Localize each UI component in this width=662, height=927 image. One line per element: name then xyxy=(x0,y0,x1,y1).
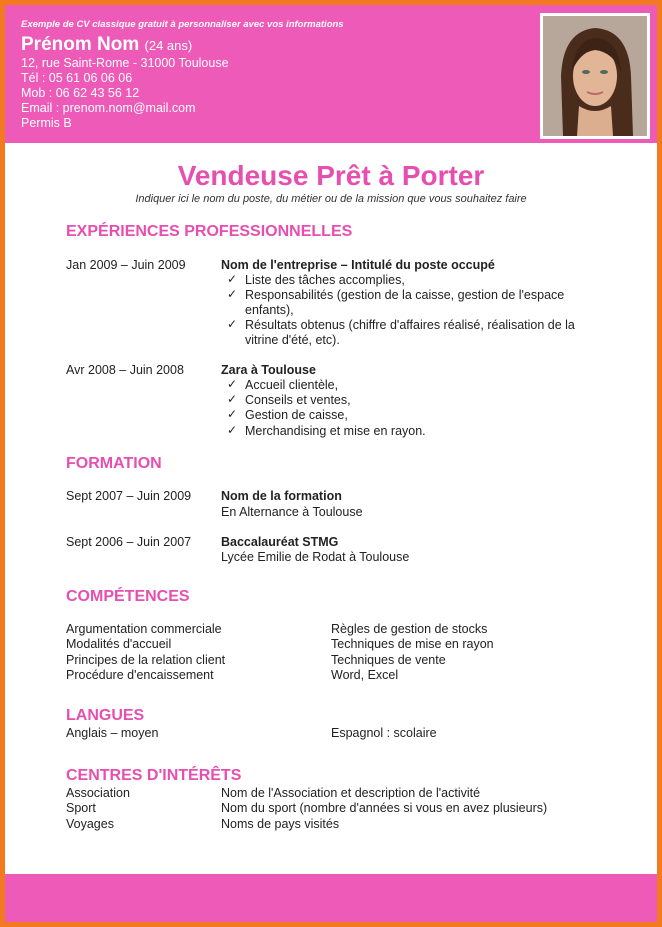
langues-heading: LANGUES xyxy=(66,707,145,724)
check-icon: ✓ xyxy=(227,272,238,286)
job1-item: Responsabilités (gestion de la caisse, gestion de l'espace xyxy=(245,288,565,302)
job2-title: Zara à Toulouse xyxy=(221,363,316,377)
profile-photo xyxy=(540,13,650,139)
age-text: (24 ans) xyxy=(144,38,193,53)
formation2-title: Baccalauréat STMG xyxy=(221,535,339,549)
check-icon: ✓ xyxy=(227,287,238,301)
job1-dates: Jan 2009 – Juin 2009 xyxy=(66,258,186,272)
phone: Tél : 05 61 06 06 06 xyxy=(21,71,133,85)
header-band xyxy=(5,5,657,143)
mobile: Mob : 06 62 43 56 12 xyxy=(21,86,140,100)
interest-label: Voyages xyxy=(66,817,114,831)
interets-heading: CENTRES D'INTÉRÊTS xyxy=(66,767,242,784)
formation2-place: Lycée Emilie de Rodat à Toulouse xyxy=(221,550,410,564)
check-icon: ✓ xyxy=(227,423,238,437)
competence-item: Techniques de vente xyxy=(331,653,446,667)
formation1-place: En Alternance à Toulouse xyxy=(221,505,363,519)
formation-heading: FORMATION xyxy=(66,455,162,472)
job2-item: Gestion de caisse, xyxy=(245,408,348,422)
job2-item: Accueil clientèle, xyxy=(245,378,339,392)
portrait-image xyxy=(543,16,647,136)
job1-item: Liste des tâches accomplies, xyxy=(245,273,405,287)
job2-item: Merchandising et mise en rayon. xyxy=(245,424,426,438)
check-icon: ✓ xyxy=(227,317,238,331)
interest-value: Nom du sport (nombre d'années si vous en avez plusieurs) xyxy=(221,801,548,815)
interest-value: Noms de pays visités xyxy=(221,817,340,831)
interest-label: Association xyxy=(66,786,130,800)
competence-item: Word, Excel xyxy=(331,668,399,682)
footer-band xyxy=(5,874,657,922)
competences-heading: COMPÉTENCES xyxy=(66,588,190,605)
language-spanish: Espagnol : scolaire xyxy=(331,726,437,740)
experiences-heading: EXPÉRIENCES PROFESSIONNELLES xyxy=(66,223,353,240)
competence-item: Modalités d'accueil xyxy=(66,637,172,651)
job1-item-cont: enfants), xyxy=(245,303,294,317)
competence-item: Principes de la relation client xyxy=(66,653,226,667)
job-subtitle: Indiquer ici le nom du poste, du métier ou de la mission que vous souhaitez faire xyxy=(135,193,527,205)
check-icon: ✓ xyxy=(227,392,238,406)
competence-item: Procédure d'encaissement xyxy=(66,668,214,682)
check-icon: ✓ xyxy=(227,407,238,421)
job1-title: Nom de l'entreprise – Intitulé du poste occupé xyxy=(221,258,495,272)
language-english: Anglais – moyen xyxy=(66,726,159,740)
interest-label: Sport xyxy=(66,801,96,815)
competence-item: Argumentation commerciale xyxy=(66,622,222,636)
name-text: Prénom Nom xyxy=(21,34,140,55)
competence-item: Techniques de mise en rayon xyxy=(331,637,494,651)
email: Email : prenom.nom@mail.com xyxy=(21,101,196,115)
competence-item: Règles de gestion de stocks xyxy=(331,622,488,636)
job1-item: Résultats obtenus (chiffre d'affaires réalisé, réalisation de la xyxy=(245,318,575,332)
job-title: Vendeuse Prêt à Porter xyxy=(177,160,485,191)
address: 12, rue Saint-Rome - 31000 Toulouse xyxy=(21,56,229,70)
interest-value: Nom de l'Association et description de l'activité xyxy=(221,786,481,800)
candidate-name xyxy=(21,34,192,56)
check-icon: ✓ xyxy=(227,377,238,391)
tagline: Exemple de CV classique gratuit à personnaliser avec vos informations xyxy=(21,19,344,30)
job1-item-cont: vitrine d'été, etc). xyxy=(245,333,340,347)
formation1-dates: Sept 2007 – Juin 2009 xyxy=(66,489,192,503)
job2-item: Conseils et ventes, xyxy=(245,393,351,407)
driving-licence: Permis B xyxy=(21,116,72,130)
formation2-dates: Sept 2006 – Juin 2007 xyxy=(66,535,192,549)
job2-dates: Avr 2008 – Juin 2008 xyxy=(66,363,184,377)
formation1-title: Nom de la formation xyxy=(221,489,342,503)
